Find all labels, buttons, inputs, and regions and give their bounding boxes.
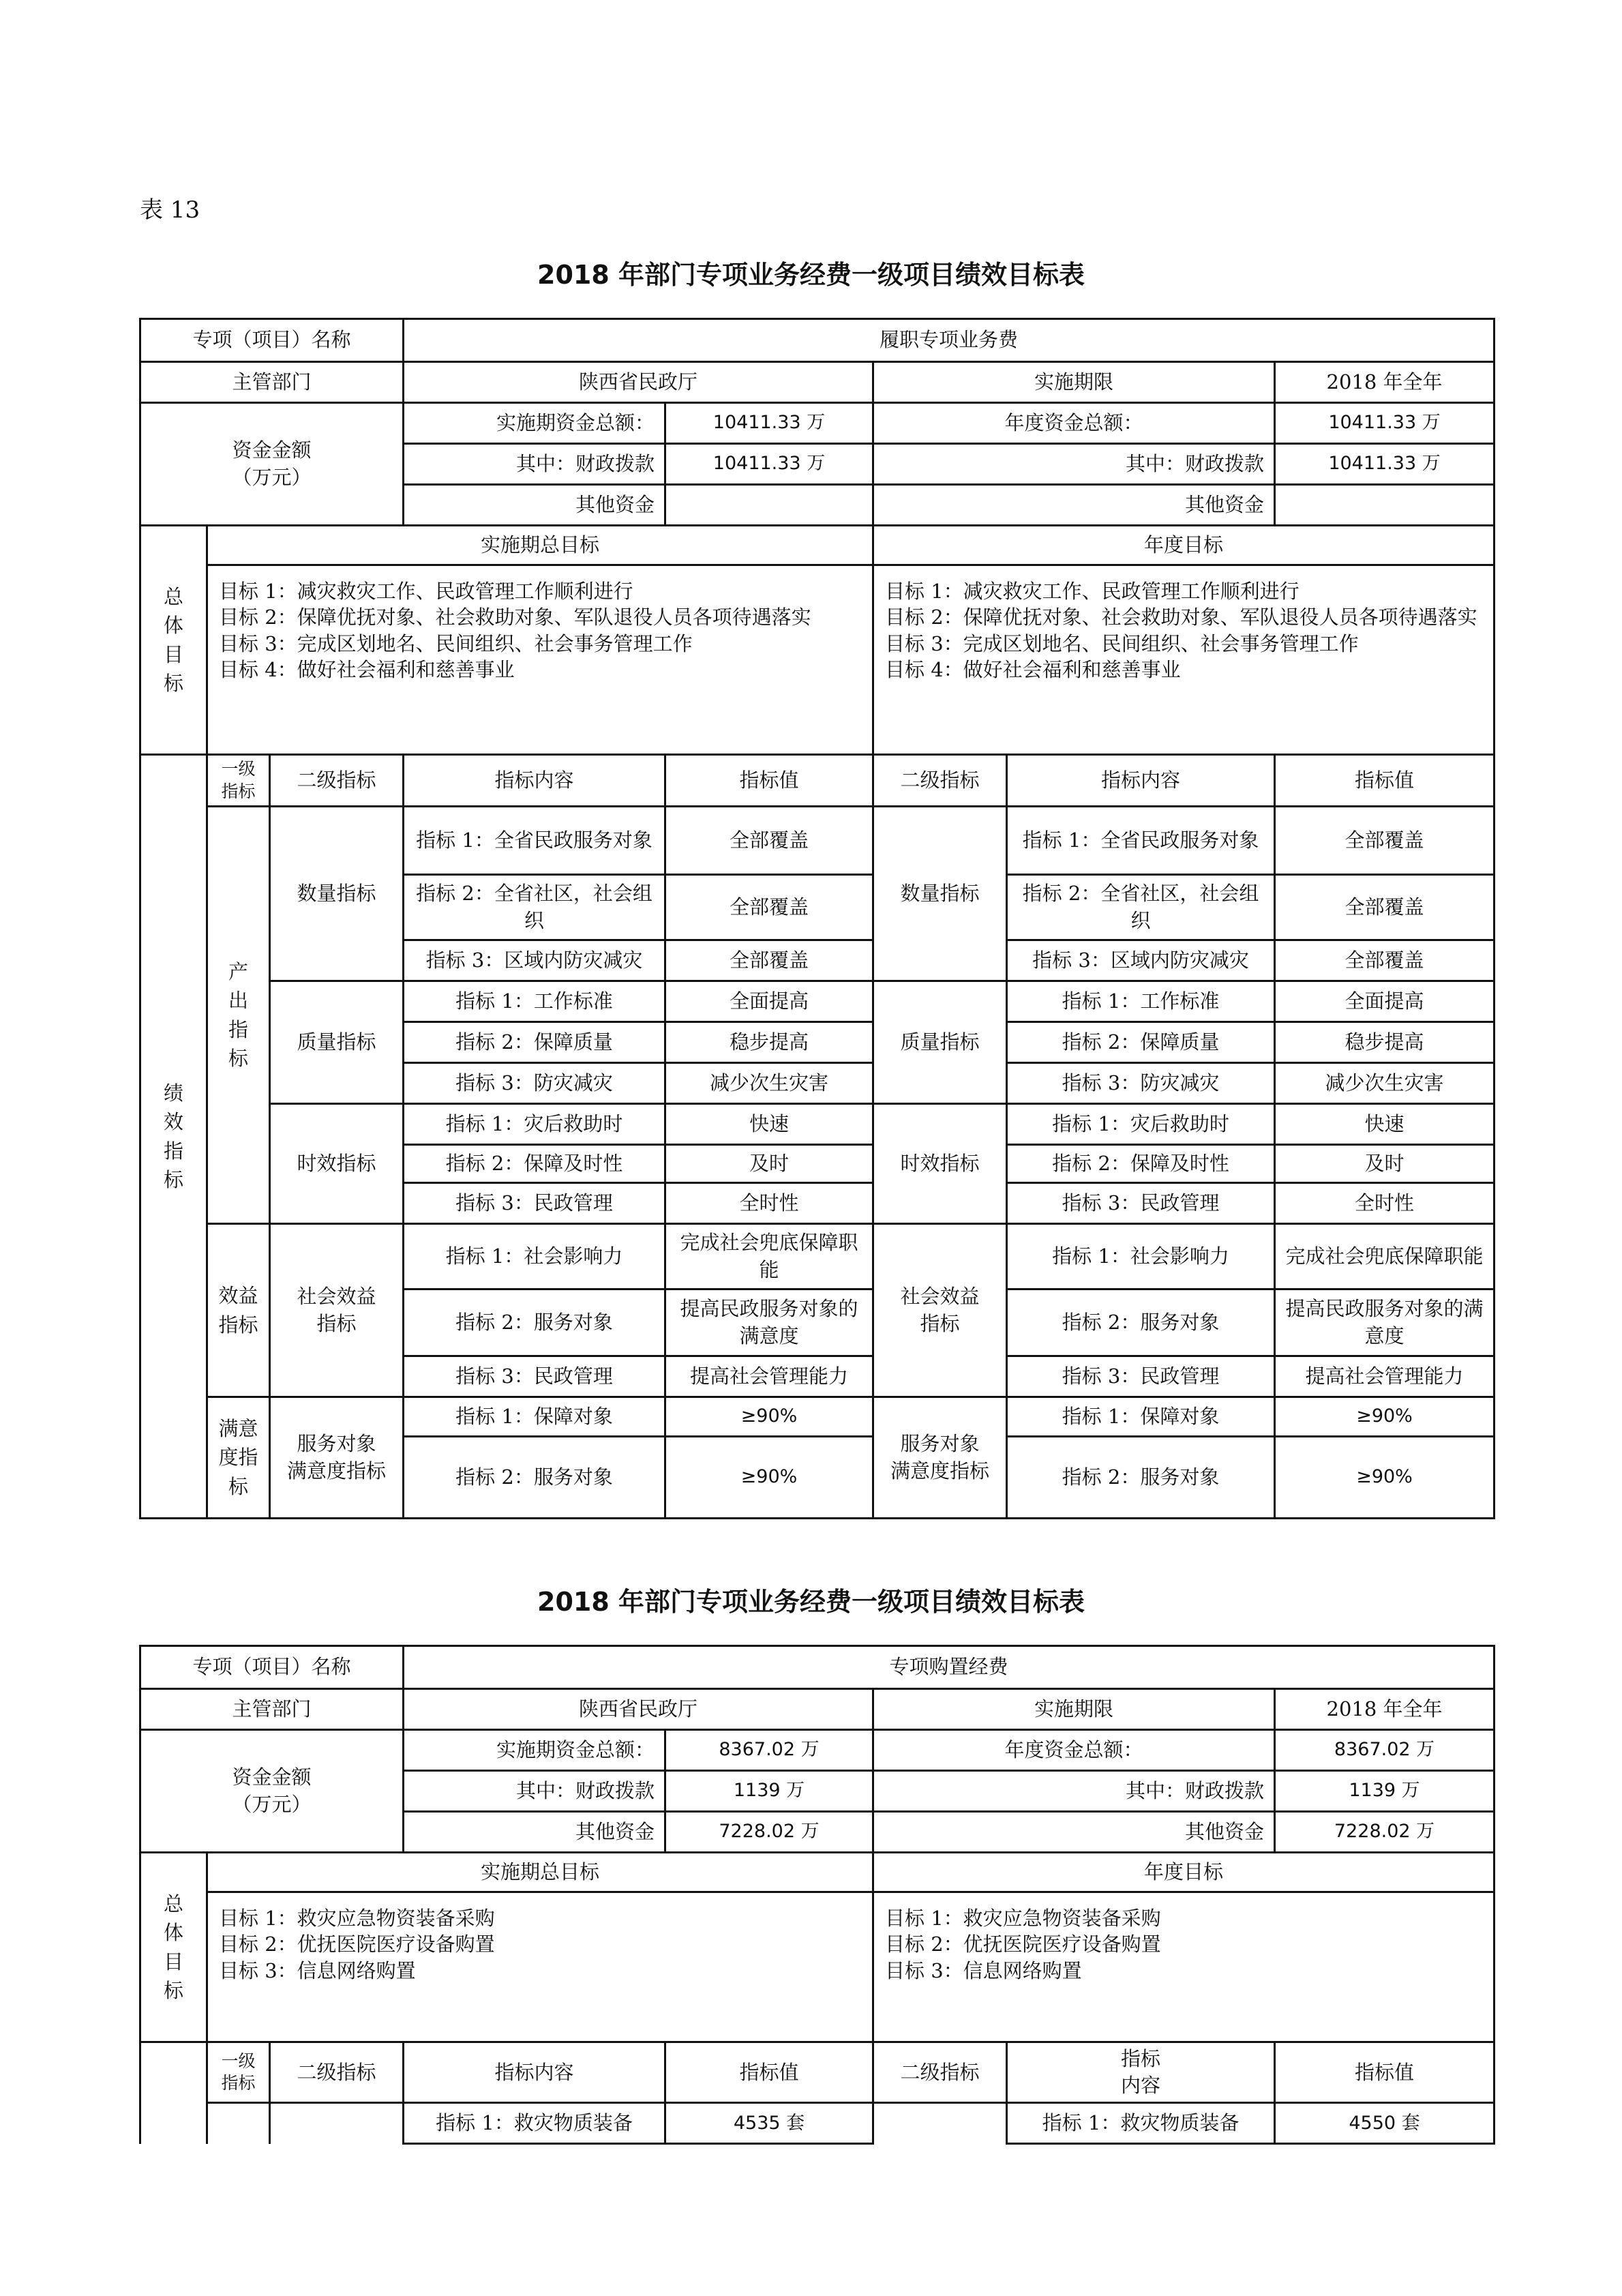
annual-fiscal-value: 1139 万 [1275,1771,1495,1812]
indicator-content: 指标 3：民政管理 [404,1183,665,1224]
indicator-content: 指标 1：救灾物质装备 [404,2103,665,2144]
annual-funds-label: 年度资金总额： [873,403,1275,444]
total-funds-label: 实施期资金总额： [404,403,665,444]
period-label: 实施期限 [873,362,1275,403]
project-name-label: 专项（项目）名称 [140,1646,404,1689]
indicator-content-annual: 指标 2：服务对象 [1007,1289,1275,1356]
performance-table-1 [139,318,1495,1519]
indicator-content-annual: 指标 1：保障对象 [1007,1397,1275,1437]
service-satisfaction-label-annual: 服务对象 满意度指标 [873,1397,1007,1519]
indicator-content: 指标 2：保障及时性 [404,1145,665,1183]
indicator-value: 全部覆盖 [665,940,873,981]
indicator-content-annual: 指标 1：灾后救助时 [1007,1104,1275,1145]
indicator-content: 指标 1：保障对象 [404,1397,665,1437]
indicator-content: 指标 3：区域内防灾减灾 [404,940,665,981]
indicator-content-annual: 指标 3：区域内防灾减灾 [1007,940,1275,981]
overall-goal-label: 总 体 目 标 [140,1853,207,2042]
quantity-indicator-cell-annual [873,2103,1007,2144]
indicator-value-annual: 减少次生灾害 [1275,1063,1495,1104]
quality-indicator-label: 质量指标 [270,981,404,1104]
indicator-value-annual: ≥90% [1275,1397,1495,1437]
indicator-content-annual: 指标 1：工作标准 [1007,981,1275,1022]
other-funds-value [665,485,873,526]
content-header: 指标内容 [404,2042,665,2103]
indicator-value: 及时 [665,1145,873,1183]
quantity-indicator-cell [270,2103,404,2144]
project-name-label: 专项（项目）名称 [140,319,404,362]
indicator-content-annual: 指标 3：民政管理 [1007,1183,1275,1224]
indicator-value: 全部覆盖 [665,875,873,940]
indicator-content: 指标 2：服务对象 [404,1289,665,1356]
period-goals: 目标 1：救灾应急物资装备采购 目标 2：优抚医院医疗设备购置 目标 3：信息网络购置 [207,1892,873,2042]
dept-label: 主管部门 [140,362,404,403]
output-indicator-label: 产 出 指 标 [207,807,270,1224]
fiscal-value: 1139 万 [665,1771,873,1812]
content-header-annual: 指标内容 [1007,755,1275,807]
indicator-content-annual: 指标 3：防灾减灾 [1007,1063,1275,1104]
indicator-value: ≥90% [665,1397,873,1437]
indicator-value-annual: 稳步提高 [1275,1022,1495,1063]
satisfaction-indicator-label: 满意 度指 标 [207,1397,270,1519]
indicator-value-annual: 全面提高 [1275,981,1495,1022]
project-name-value: 专项购置经费 [404,1646,1495,1689]
social-benefit-label: 社会效益 指标 [270,1224,404,1397]
quantity-indicator-label: 数量指标 [270,807,404,981]
indicator-content: 指标 1：工作标准 [404,981,665,1022]
table-number-label: 表 13 [140,196,200,224]
level2-header-annual: 二级指标 [873,755,1007,807]
indicator-value-annual: 全部覆盖 [1275,807,1495,875]
level2-header-annual: 二级指标 [873,2042,1007,2103]
project-name-value: 履职专项业务费 [404,319,1495,362]
annual-other-label: 其他资金 [873,485,1275,526]
indicator-value: 全面提高 [665,981,873,1022]
indicator-value-annual: 全时性 [1275,1183,1495,1224]
indicator-value-annual: 完成社会兜底保障职能 [1275,1224,1495,1289]
period-goal-header: 实施期总目标 [207,526,873,565]
annual-other-value [1275,485,1495,526]
indicator-content: 指标 2：保障质量 [404,1022,665,1063]
benefit-indicator-label: 效益 指标 [207,1224,270,1397]
quality-indicator-label-annual: 质量指标 [873,981,1007,1104]
indicator-value-annual: 及时 [1275,1145,1495,1183]
indicator-value: 稳步提高 [665,1022,873,1063]
value-header: 指标值 [665,2042,873,2103]
level1-header: 一级 指标 [207,755,270,807]
annual-funds-value: 8367.02 万 [1275,1730,1495,1771]
other-funds-value: 7228.02 万 [665,1812,873,1853]
period-goals: 目标 1：减灾救灾工作、民政管理工作顺利进行 目标 2：保障优抚对象、社会救助对象、军队退役人员各项待遇落实 目标 3：完成区划地名、民间组织、社会事务管理工作 目标 4：做好社会福利和慈善事业 [207,565,873,755]
performance-table-2 [139,1645,1495,2145]
indicator-value-annual: 全部覆盖 [1275,875,1495,940]
indicator-content-annual: 指标 2：保障及时性 [1007,1145,1275,1183]
period-value: 2018 年全年 [1275,1689,1495,1730]
annual-other-value: 7228.02 万 [1275,1812,1495,1853]
output-indicator-cell [207,2103,270,2144]
fiscal-label: 其中：财政拨款 [404,444,665,485]
dept-value: 陕西省民政厅 [404,1689,873,1730]
funds-label: 资金金额 （万元） [140,1730,404,1853]
performance-indicator-cell [140,2042,207,2144]
timeliness-indicator-label: 时效指标 [270,1104,404,1224]
annual-goal-header: 年度目标 [873,526,1495,565]
funds-label: 资金金额 （万元） [140,403,404,526]
indicator-value: 4535 套 [665,2103,873,2144]
indicator-value: 提高社会管理能力 [665,1356,873,1397]
indicator-content-annual: 指标 1：全省民政服务对象 [1007,807,1275,875]
indicator-value: 全部覆盖 [665,807,873,875]
annual-goals: 目标 1：救灾应急物资装备采购 目标 2：优抚医院医疗设备购置 目标 3：信息网络购置 [873,1892,1495,2042]
overall-goal-label: 总 体 目 标 [140,526,207,755]
annual-goal-header: 年度目标 [873,1853,1495,1892]
dept-label: 主管部门 [140,1689,404,1730]
other-funds-label: 其他资金 [404,1812,665,1853]
indicator-content-annual: 指标 1：救灾物质装备 [1007,2103,1275,2144]
performance-indicator-label: 绩 效 指 标 [140,755,207,1519]
annual-fiscal-label: 其中：财政拨款 [873,444,1275,485]
indicator-value-annual: 4550 套 [1275,2103,1495,2144]
indicator-content: 指标 2：全省社区，社会组织 [404,875,665,940]
value-header: 指标值 [665,755,873,807]
fiscal-value: 10411.33 万 [665,444,873,485]
indicator-content: 指标 1：灾后救助时 [404,1104,665,1145]
level1-header: 一级 指标 [207,2042,270,2103]
indicator-value: 快速 [665,1104,873,1145]
annual-fiscal-value: 10411.33 万 [1275,444,1495,485]
annual-funds-label: 年度资金总额： [873,1730,1275,1771]
indicator-content-annual: 指标 2：全省社区，社会组织 [1007,875,1275,940]
content-header: 指标内容 [404,755,665,807]
annual-fiscal-label: 其中：财政拨款 [873,1771,1275,1812]
indicator-value: ≥90% [665,1437,873,1519]
indicator-content: 指标 3：民政管理 [404,1356,665,1397]
indicator-content: 指标 1：社会影响力 [404,1224,665,1289]
table-1-title: 2018 年部门专项业务经费一级项目绩效目标表 [537,260,1085,290]
quantity-indicator-label-annual: 数量指标 [873,807,1007,981]
total-funds-value: 10411.33 万 [665,403,873,444]
indicator-value-annual: ≥90% [1275,1437,1495,1519]
value-header-annual: 指标值 [1275,755,1495,807]
indicator-value-annual: 全部覆盖 [1275,940,1495,981]
indicator-content-annual: 指标 3：民政管理 [1007,1356,1275,1397]
indicator-value-annual: 快速 [1275,1104,1495,1145]
total-funds-value: 8367.02 万 [665,1730,873,1771]
total-funds-label: 实施期资金总额： [404,1730,665,1771]
indicator-content: 指标 3：防灾减灾 [404,1063,665,1104]
annual-funds-value: 10411.33 万 [1275,403,1495,444]
indicator-value-annual: 提高民政服务对象的满意度 [1275,1289,1495,1356]
level2-header: 二级指标 [270,2042,404,2103]
annual-goals: 目标 1：减灾救灾工作、民政管理工作顺利进行 目标 2：保障优抚对象、社会救助对象、军队退役人员各项待遇落实 目标 3：完成区划地名、民间组织、社会事务管理工作 目标 4：做好社会福利和慈善事业 [873,565,1495,755]
indicator-value: 全时性 [665,1183,873,1224]
indicator-content-annual: 指标 1：社会影响力 [1007,1224,1275,1289]
dept-value: 陕西省民政厅 [404,362,873,403]
indicator-content: 指标 1：全省民政服务对象 [404,807,665,875]
level2-header: 二级指标 [270,755,404,807]
fiscal-label: 其中：财政拨款 [404,1771,665,1812]
service-satisfaction-label: 服务对象 满意度指标 [270,1397,404,1519]
other-funds-label: 其他资金 [404,485,665,526]
value-header-annual: 指标值 [1275,2042,1495,2103]
period-goal-header: 实施期总目标 [207,1853,873,1892]
annual-other-label: 其他资金 [873,1812,1275,1853]
period-value: 2018 年全年 [1275,362,1495,403]
indicator-content: 指标 2：服务对象 [404,1437,665,1519]
indicator-value: 减少次生灾害 [665,1063,873,1104]
indicator-content-annual: 指标 2：服务对象 [1007,1437,1275,1519]
period-label: 实施期限 [873,1689,1275,1730]
indicator-value: 提高民政服务对象的满意度 [665,1289,873,1356]
content-header-annual: 指标 内容 [1007,2042,1275,2103]
indicator-value-annual: 提高社会管理能力 [1275,1356,1495,1397]
timeliness-indicator-label-annual: 时效指标 [873,1104,1007,1224]
indicator-value: 完成社会兜底保障职能 [665,1224,873,1289]
indicator-content-annual: 指标 2：保障质量 [1007,1022,1275,1063]
social-benefit-label-annual: 社会效益 指标 [873,1224,1007,1397]
table-2-title: 2018 年部门专项业务经费一级项目绩效目标表 [537,1587,1085,1617]
